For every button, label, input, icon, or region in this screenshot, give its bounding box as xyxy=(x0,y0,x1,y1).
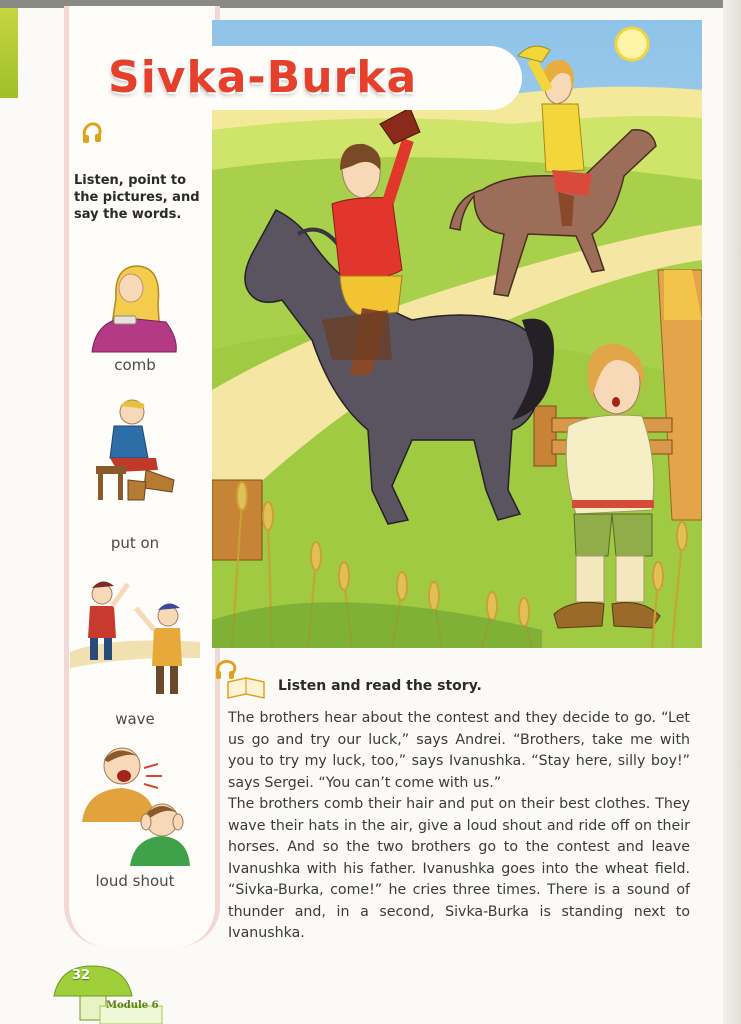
page-number: 32 xyxy=(72,968,91,983)
loud-shout-picture xyxy=(78,738,190,866)
sidebar-instruction: Listen, point to the pictures, and say the words. xyxy=(74,173,200,222)
vocab-label-comb: comb xyxy=(114,356,156,374)
story-illustration xyxy=(212,20,702,648)
page-title: Sivka-Burka xyxy=(108,52,418,103)
listen-icon xyxy=(80,120,106,152)
vocab-label-wave: wave xyxy=(115,710,155,728)
vocab-label-loud-shout: loud shout xyxy=(95,872,175,890)
mushroom-footer-badge xyxy=(50,962,170,1024)
vocab-label-put-on: put on xyxy=(110,534,160,552)
module-label: Module 6 xyxy=(106,1000,159,1011)
story-paragraph-1: The brothers hear about the contest and they decide to go. “Let us go and try our luck,” says Andrei. “Brothers, take me with you to try my luck, too,” says Ivanushka. “Stay here, silly boy!” says Sergei. “You can’t come with us.” xyxy=(228,710,690,791)
story-heading: Listen and read the story. xyxy=(278,678,482,694)
green-edge-tab xyxy=(0,8,18,98)
page-gutter xyxy=(723,0,741,1024)
story-paragraph-2: The brothers comb their hair and put on their best clothes. They wave their hats in the air, give a loud shout and ride off on their horses. And so the two brothers go to the contest and leave Ivanushka with his father. Ivanushka goes into the wheat field. “Sivka-Burka, come!” he cries three times. There is a sound of thunder and, in a second, Sivka-Burka is standing next to Ivanushka. xyxy=(228,796,690,941)
wave-picture xyxy=(70,572,200,702)
comb-picture xyxy=(86,258,182,354)
put-on-picture xyxy=(88,396,184,506)
story-text xyxy=(228,708,690,945)
listen-read-icon xyxy=(214,660,272,700)
